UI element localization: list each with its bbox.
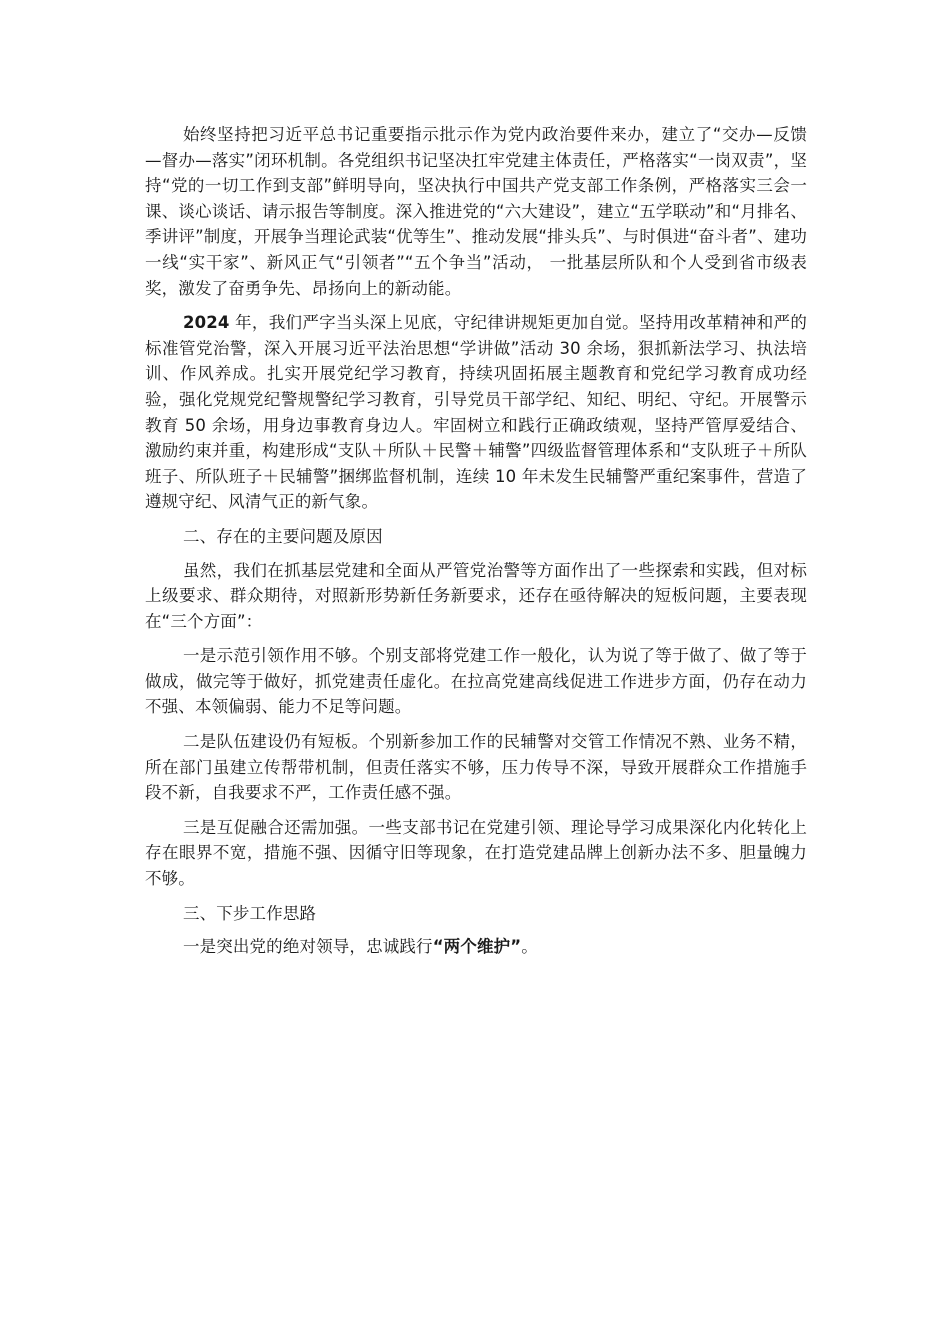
paragraph-problem-one [145,643,807,720]
paragraph-problem-three [145,815,807,892]
bold-quote: “两个维护” [432,937,522,957]
paragraph-text: 三是互促融合还需加强。一些支部书记在党建引领、理论导学习成果深化内化转化上存在眼界不宽，措施不强、因循守旧等现象，在打造党建品牌上创新办法不多、胆量魄力不够。 [145,817,807,889]
paragraph-text: 虽然，我们在抓基层党建和全面从严管党治警等方面作出了一些探索和实践，但对标上级要求、群众期待，对照新形势新任务新要求，还存在亟待解决的短板问题，主要表现在“三个方面”： [145,560,807,631]
heading-text: 三、下步工作思路 [182,903,317,923]
section-heading-next-steps [145,901,807,927]
paragraph-party-leadership [145,122,807,301]
paragraph-problems-intro [145,558,807,635]
document-body [145,122,807,969]
paragraph-text: 一是示范引领作用不够。个别支部将党建工作一般化，认为说了等于做了、做了等于做成，做完等于做好，抓党建责任虚化。在拉高党建高线促进工作进步方面，仍存在动力不强、本领偏弱、能力不足等问题。 [145,646,807,717]
paragraph-text: 二是队伍建设仍有短板。个别新参加工作的民辅警对交管工作情况不熟、业务不精，所在部门虽建立传帮带机制，但责任落实不够，压力传导不深，导致开展群众工作措施手段不新，自我要求不严，工作责任感不强。 [145,732,807,803]
paragraph-2024-discipline [145,310,807,515]
paragraph-end: 。 [521,937,538,957]
paragraph-text: 年，我们严字当头深上见底，守纪律讲规矩更加自觉。坚持用改革精神和严的标准管党治警，深入开展习近平法治思想“学讲做”活动 30 余场，狠抓新法学习、执法培训、作风养成。扎实开展党纪学习教育，持续巩固拓展主题教育和党纪学习教育成功经验，强化党规党纪警规警纪学习教育，引导党员干部学纪、知纪、明纪、守纪。开展警示教育 50 余场，用身边事教育身边人。牢固树立和践行正确政绩观，坚持严管厚爱结合、激励约束并重，构建形成“支队＋所队＋民警＋辅警”四级监督管理体系和“支队班子＋所队班子、所队班子＋民辅警”捆绑监督机制，连续 10 年未发生民辅警严重纪案事件，营造了遵规守纪、风清气正的新气象。 [145,313,807,512]
paragraph-problem-two [145,729,807,806]
heading-text: 二、存在的主要问题及原因 [182,526,383,546]
section-heading-problems [145,524,807,550]
paragraph-text: 始终坚持把习近平总书记重要指示批示作为党内政治要件来办，建立了“交办—反馈—督办—落实”闭环机制。各党组织书记坚决扛牢党建主体责任，严格落实“一岗双责”，坚持“党的一切工作到支部”鲜明导向，坚决执行中国共产党支部工作条例，严格落实三会一课、谈心谈话、请示报告等制度。深入推进党的“六大建设”，建立“五学联动”和“月排名、季讲评”制度，开展争当理论武装“优等生”、推动发展“排头兵”、与时俱进“奋斗者”、建功一线“实干家”、新风正气“引领者”“五个争当”活动， 一批基层所队和个人受到省市级表奖，激发了奋勇争先、昂扬向上的新动能。 [145,125,807,298]
year-lead: 2024 [182,313,230,333]
paragraph-next-step-one [145,934,807,960]
paragraph-text: 一是突出党的绝对领导，忠诚践行 [182,937,433,957]
